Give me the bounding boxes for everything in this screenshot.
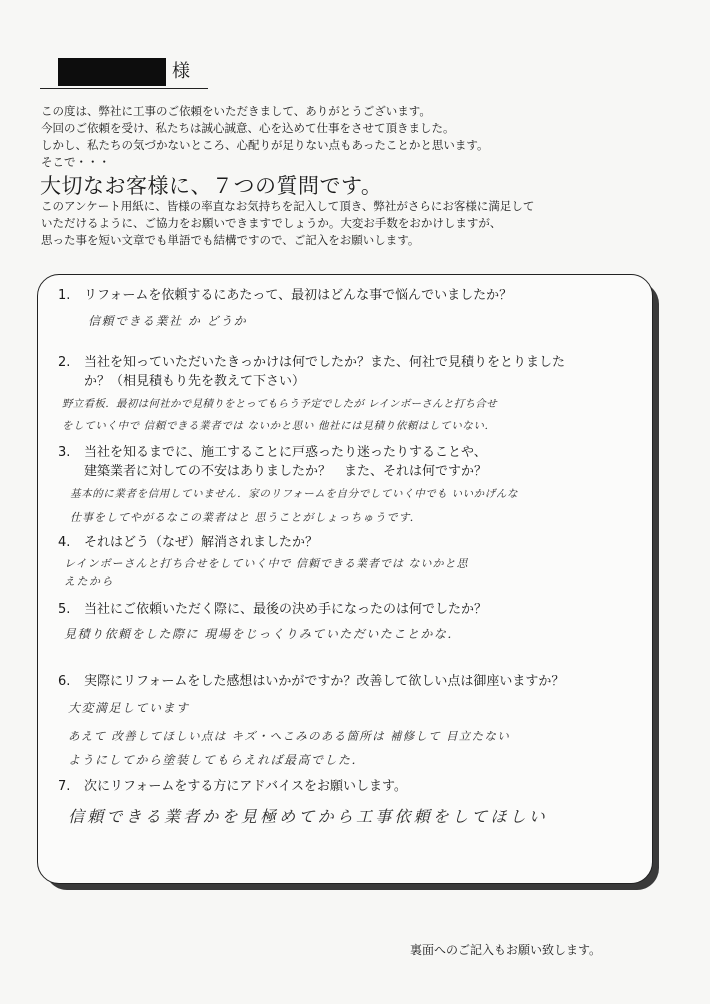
- question-4: 4. それはどう（なぜ）解消されましたか？: [58, 535, 319, 550]
- question-2: 2. 当社を知っていただいたきっかけは何でしたか？また、何社で見積りをとりました: [58, 355, 566, 370]
- intro-line: 今回のご依頼を受け、私たちは誠心誠意、心を込めて仕事をさせて頂きました。: [41, 121, 455, 135]
- question-6: 6. 実際にリフォームをした感想はいかがですか？改善して欲しい点は御座いますか？: [58, 674, 565, 689]
- answer-1: 信頼できる業社 か どうか: [88, 314, 248, 328]
- intro-line: そこで・・・: [41, 155, 110, 169]
- headline: 大切なお客様に、７つの質問です。: [40, 174, 383, 198]
- question-7: 7. 次にリフォームをする方にアドバイスをお願いします。: [58, 779, 407, 794]
- footer-note: 裏面へのご記入もお願い致します。: [410, 943, 602, 957]
- honorific: 様: [172, 61, 190, 82]
- answer-7: 信頼できる業者かを見極めてから工事依頼をしてほしい: [68, 807, 549, 826]
- question-5: 5. 当社にご依頼いただく際に、最後の決め手になったのは何でしたか？: [58, 602, 488, 617]
- redacted-name: [58, 58, 166, 86]
- question-3: 3. 当社を知るまでに、施工することに戸惑ったり迷ったりすることや、: [58, 445, 487, 460]
- answer-3: 基本的に業者を信用していません．家のリフォームを自分でしていく中でも いいかげんな: [70, 488, 519, 500]
- answer-6: あえて 改善してほしい点は キズ・へこみのある箇所は 補修して 目立たない: [68, 729, 510, 743]
- answer-6: ようにしてから塗装してもらえれば最高でした．: [68, 753, 366, 767]
- answer-2: 野立看板．最初は何社かで見積りをとってもらう予定でしたが レインボーさんと打ち合せ: [62, 398, 497, 410]
- question-2-cont: か？（相見積もり先を教えて下さい）: [84, 374, 306, 389]
- answer-2: をしていく中で 信頼できる業者では ないかと思い 他社には見積り依頼はしていない．: [62, 420, 496, 432]
- answer-4: えたから: [64, 575, 114, 588]
- answer-6: 大変満足しています: [68, 701, 190, 715]
- question-3-cont: 建築業者に対しての不安はありましたか？ また、それは何ですか？: [84, 464, 488, 479]
- intro-line: しかし、私たちの気づかないところ、心配りが足りない点もあったことかと思います。: [41, 138, 489, 152]
- answer-3: 仕事をしてやがるなこの業者はと 思うことがしょっちゅうです．: [70, 511, 422, 524]
- intro-line: このアンケート用紙に、皆様の率直なお気持ちを記入して頂き、弊社がさらにお客様に満足して: [41, 199, 535, 213]
- intro-line: この度は、弊社に工事のご依頼をいただきまして、ありがとうございます。: [41, 104, 431, 118]
- intro-line: いただけるように、ご協力をお願いできますでしょうか。大変お手数をおかけしますが、: [41, 216, 502, 230]
- intro-line: 思った事を短い文章でも単語でも結構ですので、ご記入をお願いします。: [41, 233, 420, 247]
- answer-4: レインボーさんと打ち合せをしていく中で 信頼できる業者では ないかと思: [64, 557, 469, 570]
- question-1: 1. リフォームを依頼するにあたって、最初はどんな事で悩んでいましたか？: [58, 288, 513, 303]
- name-underline: [40, 88, 208, 89]
- answer-5: 見積り依頼をした際に 現場をじっくりみていただいたことかな．: [64, 627, 461, 641]
